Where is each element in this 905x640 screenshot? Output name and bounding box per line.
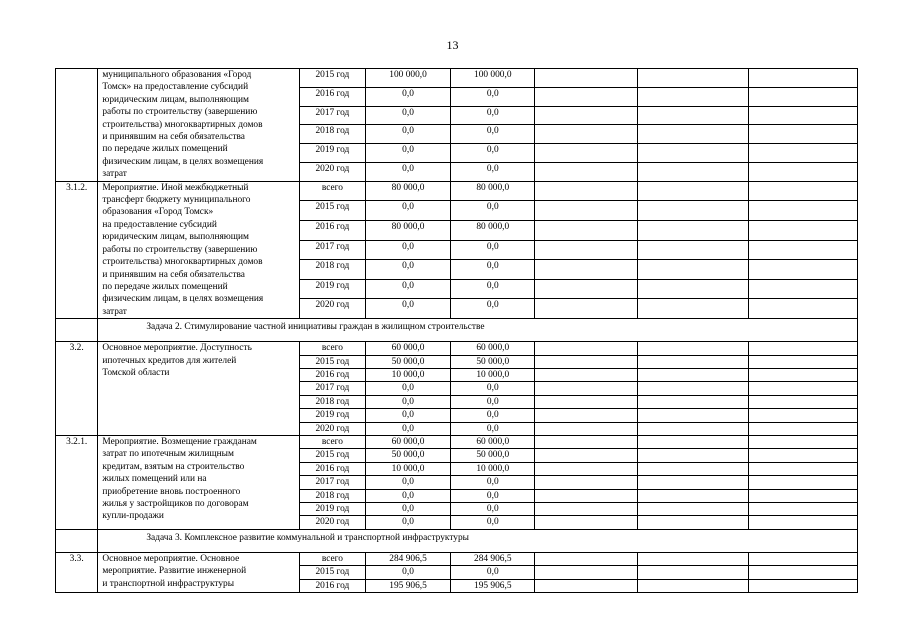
empty-cell	[748, 409, 857, 422]
empty-cell	[535, 87, 638, 106]
value-cell-total: 50 000,0	[365, 355, 451, 368]
empty-cell	[638, 409, 749, 422]
empty-cell	[535, 462, 638, 475]
value-cell-source: 0,0	[451, 422, 535, 435]
empty-cell	[748, 69, 857, 88]
empty-cell	[638, 342, 749, 355]
empty-cell	[638, 516, 749, 529]
table-row	[56, 69, 858, 88]
empty-cell	[638, 382, 749, 395]
empty-cell	[748, 476, 857, 489]
empty-cell	[748, 435, 857, 448]
empty-cell	[748, 220, 857, 240]
empty-cell	[748, 579, 857, 592]
empty-cell	[748, 342, 857, 355]
empty-cell	[748, 162, 857, 181]
empty-cell	[748, 395, 857, 408]
empty-cell	[535, 144, 638, 163]
empty-cell	[535, 382, 638, 395]
value-cell-total: 0,0	[365, 279, 451, 299]
empty-cell	[748, 355, 857, 368]
value-cell-total: 0,0	[365, 422, 451, 435]
period-cell: 2015 год	[300, 69, 366, 88]
item-name: муниципального образования «Город Томск» на предоставление субсидий юридическим лицам, выполняющим работы по строительству (завершению строительства) многоквартирных домов и принявшим на себя обязательства по передаче жилых помещений физическим лицам, в целях возмещения затрат	[102, 70, 264, 180]
table-row	[56, 552, 858, 565]
item-name: Основное мероприятие. Доступность ипотечных кредитов для жителей Томской области	[102, 343, 252, 378]
empty-cell	[748, 449, 857, 462]
value-cell-source: 0,0	[451, 382, 535, 395]
empty-cell	[748, 552, 857, 565]
empty-cell	[638, 579, 749, 592]
value-cell-total: 10 000,0	[365, 462, 451, 475]
value-cell-total: 80 000,0	[365, 220, 451, 240]
period-cell: 2016 год	[300, 220, 366, 240]
period-cell: 2015 год	[300, 449, 366, 462]
period-cell: 2015 год	[300, 355, 366, 368]
empty-cell	[535, 503, 638, 516]
empty-cell	[748, 566, 857, 579]
period-cell: 2016 год	[300, 368, 366, 381]
table-row	[56, 181, 858, 201]
empty-cell	[638, 566, 749, 579]
item-number: 3.2.	[56, 342, 98, 436]
item-name-cell	[98, 181, 300, 318]
value-cell-total: 0,0	[365, 106, 451, 125]
period-cell: 2020 год	[300, 299, 366, 319]
value-cell-source: 50 000,0	[451, 449, 535, 462]
value-cell-total: 0,0	[365, 299, 451, 319]
item-number: 3.1.2.	[56, 181, 98, 318]
period-cell: 2018 год	[300, 125, 366, 144]
value-cell-total: 80 000,0	[365, 181, 451, 201]
empty-cell	[748, 125, 857, 144]
empty-cell	[748, 260, 857, 280]
empty-cell	[638, 106, 749, 125]
empty-cell	[638, 395, 749, 408]
empty-cell	[535, 240, 638, 260]
empty-cell	[748, 201, 857, 221]
value-cell-total: 50 000,0	[365, 449, 451, 462]
value-cell-source: 80 000,0	[451, 181, 535, 201]
period-cell: 2017 год	[300, 476, 366, 489]
empty-cell	[535, 106, 638, 125]
value-cell-source: 10 000,0	[451, 462, 535, 475]
empty-cell	[535, 220, 638, 240]
value-cell-source: 0,0	[451, 240, 535, 260]
task-num-cell	[56, 529, 98, 552]
period-cell: 2018 год	[300, 260, 366, 280]
value-cell-source: 60 000,0	[451, 342, 535, 355]
empty-cell	[638, 220, 749, 240]
budget-table	[55, 68, 858, 593]
period-cell: 2016 год	[300, 462, 366, 475]
period-cell: всего	[300, 181, 366, 201]
period-cell: 2017 год	[300, 106, 366, 125]
empty-cell	[535, 125, 638, 144]
item-name-cell	[98, 69, 300, 182]
empty-cell	[535, 355, 638, 368]
value-cell-source: 10 000,0	[451, 368, 535, 381]
value-cell-source: 0,0	[451, 162, 535, 181]
item-name: Мероприятие. Иной межбюджетный трансферт бюджету муниципального образования «Город Томск» на предоставление субсидий юридическим лицам, выполняющим работы по строительству (завершению строительства) многоквартирных домов и принявшим на себя обязательства по передаче жилых помещений физическим лицам, в целях возмещения затрат	[102, 182, 264, 317]
value-cell-source: 0,0	[451, 503, 535, 516]
value-cell-total: 0,0	[365, 260, 451, 280]
value-cell-source: 0,0	[451, 395, 535, 408]
page-number: 13	[446, 38, 459, 52]
empty-cell	[535, 181, 638, 201]
period-cell: всего	[300, 342, 366, 355]
period-cell: 2017 год	[300, 240, 366, 260]
empty-cell	[638, 162, 749, 181]
empty-cell	[748, 279, 857, 299]
task-num-cell	[56, 319, 98, 342]
item-name-cell	[98, 552, 300, 592]
value-cell-source: 100 000,0	[451, 69, 535, 88]
empty-cell	[638, 476, 749, 489]
empty-cell	[535, 449, 638, 462]
empty-cell	[535, 566, 638, 579]
value-cell-source: 0,0	[451, 516, 535, 529]
empty-cell	[638, 279, 749, 299]
empty-cell	[748, 516, 857, 529]
empty-cell	[638, 552, 749, 565]
period-cell: 2020 год	[300, 516, 366, 529]
value-cell-total: 0,0	[365, 566, 451, 579]
value-cell-total: 0,0	[365, 87, 451, 106]
empty-cell	[748, 368, 857, 381]
value-cell-source: 0,0	[451, 144, 535, 163]
empty-cell	[638, 503, 749, 516]
empty-cell	[535, 489, 638, 502]
value-cell-total: 0,0	[365, 516, 451, 529]
empty-cell	[748, 299, 857, 319]
value-cell-total: 195 906,5	[365, 579, 451, 592]
empty-cell	[535, 260, 638, 280]
item-number	[56, 69, 98, 182]
empty-cell	[638, 462, 749, 475]
period-cell: 2020 год	[300, 162, 366, 181]
empty-cell	[748, 489, 857, 502]
table-row	[56, 342, 858, 355]
empty-cell	[535, 201, 638, 221]
empty-cell	[535, 279, 638, 299]
value-cell-total: 0,0	[365, 125, 451, 144]
empty-cell	[535, 162, 638, 181]
value-cell-total: 60 000,0	[365, 342, 451, 355]
empty-cell	[638, 435, 749, 448]
empty-cell	[638, 87, 749, 106]
period-cell: всего	[300, 552, 366, 565]
empty-cell	[638, 422, 749, 435]
empty-cell	[638, 181, 749, 201]
value-cell-source: 0,0	[451, 106, 535, 125]
value-cell-total: 0,0	[365, 240, 451, 260]
period-cell: 2018 год	[300, 395, 366, 408]
period-cell: 2016 год	[300, 579, 366, 592]
value-cell-source: 0,0	[451, 476, 535, 489]
item-number: 3.2.1.	[56, 435, 98, 529]
value-cell-source: 0,0	[451, 566, 535, 579]
item-name: Мероприятие. Возмещение гражданам затрат по ипотечным жилищным кредитам, взятым на строительство жилых помещений или на приобретение вновь построенного жилья у застройщиков по договорам купли-продажи	[102, 436, 257, 522]
value-cell-total: 60 000,0	[365, 435, 451, 448]
value-cell-source: 60 000,0	[451, 435, 535, 448]
task-title: Задача 2. Стимулирование частной инициативы граждан в жилищном строительстве	[98, 319, 858, 342]
empty-cell	[748, 106, 857, 125]
empty-cell	[535, 422, 638, 435]
empty-cell	[638, 260, 749, 280]
empty-cell	[748, 181, 857, 201]
empty-cell	[535, 368, 638, 381]
period-cell: 2019 год	[300, 279, 366, 299]
empty-cell	[638, 240, 749, 260]
table-row	[56, 435, 858, 448]
period-cell: 2018 год	[300, 489, 366, 502]
empty-cell	[638, 69, 749, 88]
item-number: 3.3.	[56, 552, 98, 592]
value-cell-source: 0,0	[451, 279, 535, 299]
empty-cell	[638, 299, 749, 319]
period-cell: всего	[300, 435, 366, 448]
value-cell-source: 0,0	[451, 125, 535, 144]
value-cell-source: 50 000,0	[451, 355, 535, 368]
value-cell-source: 0,0	[451, 260, 535, 280]
period-cell: 2016 год	[300, 87, 366, 106]
value-cell-total: 100 000,0	[365, 69, 451, 88]
item-name-cell	[98, 435, 300, 529]
empty-cell	[748, 462, 857, 475]
task-row	[56, 319, 858, 342]
empty-cell	[535, 579, 638, 592]
value-cell-total: 10 000,0	[365, 368, 451, 381]
period-cell: 2015 год	[300, 201, 366, 221]
value-cell-total: 0,0	[365, 503, 451, 516]
value-cell-total: 0,0	[365, 144, 451, 163]
empty-cell	[638, 144, 749, 163]
empty-cell	[535, 69, 638, 88]
period-cell: 2020 год	[300, 422, 366, 435]
period-cell: 2019 год	[300, 144, 366, 163]
empty-cell	[535, 435, 638, 448]
period-cell: 2017 год	[300, 382, 366, 395]
empty-cell	[638, 125, 749, 144]
task-title: Задача 3. Комплексное развитие коммунальной и транспортной инфраструктуры	[98, 529, 858, 552]
value-cell-total: 0,0	[365, 201, 451, 221]
empty-cell	[535, 476, 638, 489]
empty-cell	[535, 516, 638, 529]
value-cell-total: 0,0	[365, 409, 451, 422]
empty-cell	[748, 382, 857, 395]
empty-cell	[638, 201, 749, 221]
value-cell-source: 284 906,5	[451, 552, 535, 565]
empty-cell	[748, 422, 857, 435]
empty-cell	[535, 342, 638, 355]
empty-cell	[535, 299, 638, 319]
value-cell-total: 0,0	[365, 382, 451, 395]
empty-cell	[535, 395, 638, 408]
empty-cell	[638, 449, 749, 462]
value-cell-source: 0,0	[451, 87, 535, 106]
value-cell-source: 0,0	[451, 409, 535, 422]
value-cell-total: 0,0	[365, 489, 451, 502]
item-name: Основное мероприятие. Основное мероприятие. Развитие инженерной и транспортной инфраструктуры	[102, 553, 247, 589]
period-cell: 2019 год	[300, 503, 366, 516]
value-cell-source: 0,0	[451, 201, 535, 221]
empty-cell	[748, 503, 857, 516]
empty-cell	[535, 552, 638, 565]
value-cell-total: 284 906,5	[365, 552, 451, 565]
empty-cell	[748, 87, 857, 106]
table-body	[56, 69, 858, 593]
value-cell-source: 195 906,5	[451, 579, 535, 592]
value-cell-source: 80 000,0	[451, 220, 535, 240]
empty-cell	[638, 368, 749, 381]
value-cell-source: 0,0	[451, 299, 535, 319]
item-name-cell	[98, 342, 300, 436]
empty-cell	[638, 489, 749, 502]
task-row	[56, 529, 858, 552]
value-cell-total: 0,0	[365, 162, 451, 181]
empty-cell	[748, 240, 857, 260]
empty-cell	[638, 355, 749, 368]
period-cell: 2015 год	[300, 566, 366, 579]
period-cell: 2019 год	[300, 409, 366, 422]
value-cell-total: 0,0	[365, 395, 451, 408]
value-cell-total: 0,0	[365, 476, 451, 489]
value-cell-source: 0,0	[451, 489, 535, 502]
empty-cell	[748, 144, 857, 163]
empty-cell	[535, 409, 638, 422]
